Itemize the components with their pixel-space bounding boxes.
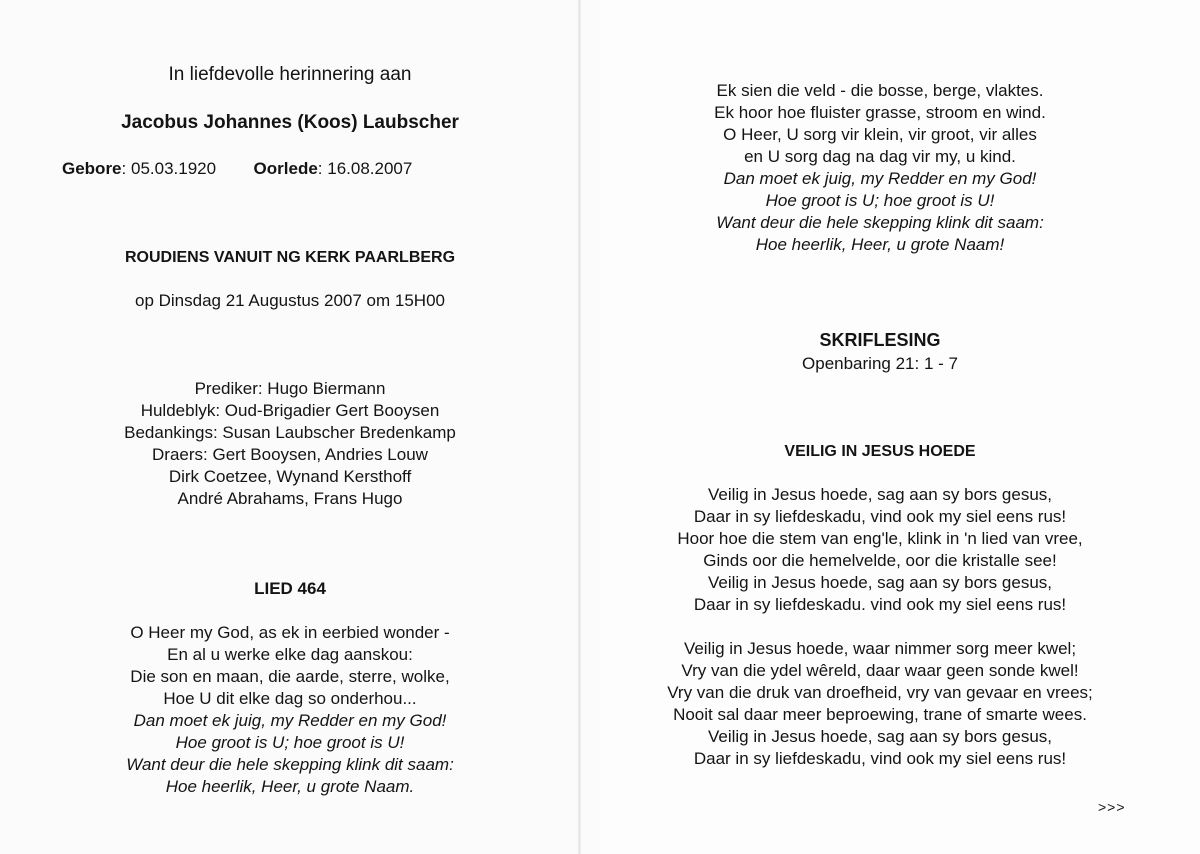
hymn-line: Hoe U dit elke dag so onderhou... (163, 689, 417, 708)
hymn-line: En al u werke elke dag aanskou: (167, 645, 413, 664)
hymn-line: Daar in sy liefdeskadu, vind ook my siel eens rus! (693, 507, 1067, 526)
participant-line: Draers: Gert Booysen, Andries Louw (152, 445, 428, 464)
hymn-line: Nooit sal daar meer beproewing, trane of smarte wees. (673, 705, 1087, 724)
service-time: op Dinsdag 21 Augustus 2007 om 15H00 (134, 291, 445, 310)
page-fold-divider (578, 0, 581, 854)
born-date: 05.03.1920 (130, 159, 217, 178)
hymn-refrain-line: Hoe groot is U; hoe groot is U! (765, 191, 995, 210)
hymn-refrain-line: Hoe heerlik, Heer, u grote Naam! (755, 235, 1005, 254)
died-label: Oorlede (253, 159, 318, 178)
stanza-gap (600, 616, 1160, 638)
participant-line: Dirk Coetzee, Wynand Kersthoff (168, 467, 412, 486)
deceased-name: Jacobus Johannes (Koos) Laubscher (121, 112, 459, 133)
hymn-line: Veilig in Jesus hoede, sag aan sy bors gesus, (708, 573, 1052, 592)
hymn-refrain-line: Hoe groot is U; hoe groot is U! (175, 733, 405, 752)
born-label: Gebore (62, 159, 122, 178)
hymn-line: Ginds oor die hemelvelde, oor die kristalle see! (703, 551, 1057, 570)
hymn-line: O Heer, U sorg vir klein, vir groot, vir alles (723, 125, 1037, 144)
hymn-verse-continued (600, 80, 1160, 256)
life-dates (62, 158, 412, 180)
hymn-refrain-line: Dan moet ek juig, my Redder en my God! (133, 711, 447, 730)
died-colon: : (317, 159, 328, 178)
continued-marker: >>> (1098, 799, 1126, 815)
second-hymn-title: VEILIG IN JESUS HOEDE (784, 443, 976, 460)
hymn-refrain-line: Want deur die hele skepping klink dit saam: (716, 213, 1044, 232)
hymn-line: Veilig in Jesus hoede, sag aan sy bors gesus, (708, 727, 1052, 746)
hymn-line: Veilig in Jesus hoede, sag aan sy bors gesus, (708, 485, 1052, 504)
hymn-line: Die son en maan, die aarde, sterre, wolke, (130, 667, 450, 686)
hymn-title: LIED 464 (254, 579, 326, 598)
hymn-line: Daar in sy liefdeskadu, vind ook my siel eens rus! (693, 749, 1067, 768)
scripture-reference: Openbaring 21: 1 - 7 (802, 354, 958, 373)
second-hymn-text (600, 484, 1160, 770)
hymn-refrain-line: Want deur die hele skepping klink dit saam: (126, 755, 454, 774)
hymn-line: Ek hoor hoe fluister grasse, stroom en wind. (714, 103, 1046, 122)
died-date: 16.08.2007 (327, 159, 413, 178)
hymn-line: Vry van die druk van droefheid, vry van gevaar en vrees; (667, 683, 1093, 702)
service-heading: ROUDIENS VANUIT NG KERK PAARLBERG (124, 249, 456, 266)
participant-line: Huldeblyk: Oud-Brigadier Gert Booysen (140, 401, 440, 420)
hymn-line: Veilig in Jesus hoede, waar nimmer sorg meer kwel; (683, 639, 1077, 658)
memorial-intro: In liefdevolle herinnering aan (168, 64, 412, 85)
hymn-refrain-line: Dan moet ek juig, my Redder en my God! (723, 169, 1037, 188)
participant-line: Prediker: Hugo Biermann (194, 379, 386, 398)
participant-line: André Abrahams, Frans Hugo (177, 489, 403, 508)
hymn-line: Hoor hoe die stem van eng'le, klink in 'n lied van vree, (677, 529, 1083, 548)
hymn-line: Ek sien die veld - die bosse, berge, vlaktes. (716, 81, 1044, 100)
scripture-reading-title: SKRIFLESING (819, 330, 941, 350)
hymn-line: Daar in sy liefdeskadu. vind ook my siel eens rus! (693, 595, 1067, 614)
born-colon: : (121, 159, 131, 178)
hymn-line: en U sorg dag na dag vir my, u kind. (744, 147, 1016, 166)
participant-line: Bedankings: Susan Laubscher Bredenkamp (124, 423, 456, 442)
hymn-line: Vry van die ydel wêreld, daar waar geen sonde kwel! (681, 661, 1079, 680)
hymn-line: O Heer my God, as ek in eerbied wonder - (130, 623, 450, 642)
service-participants (60, 378, 520, 510)
hymn-verse (60, 622, 520, 798)
hymn-refrain-line: Hoe heerlik, Heer, u grote Naam. (165, 777, 415, 796)
